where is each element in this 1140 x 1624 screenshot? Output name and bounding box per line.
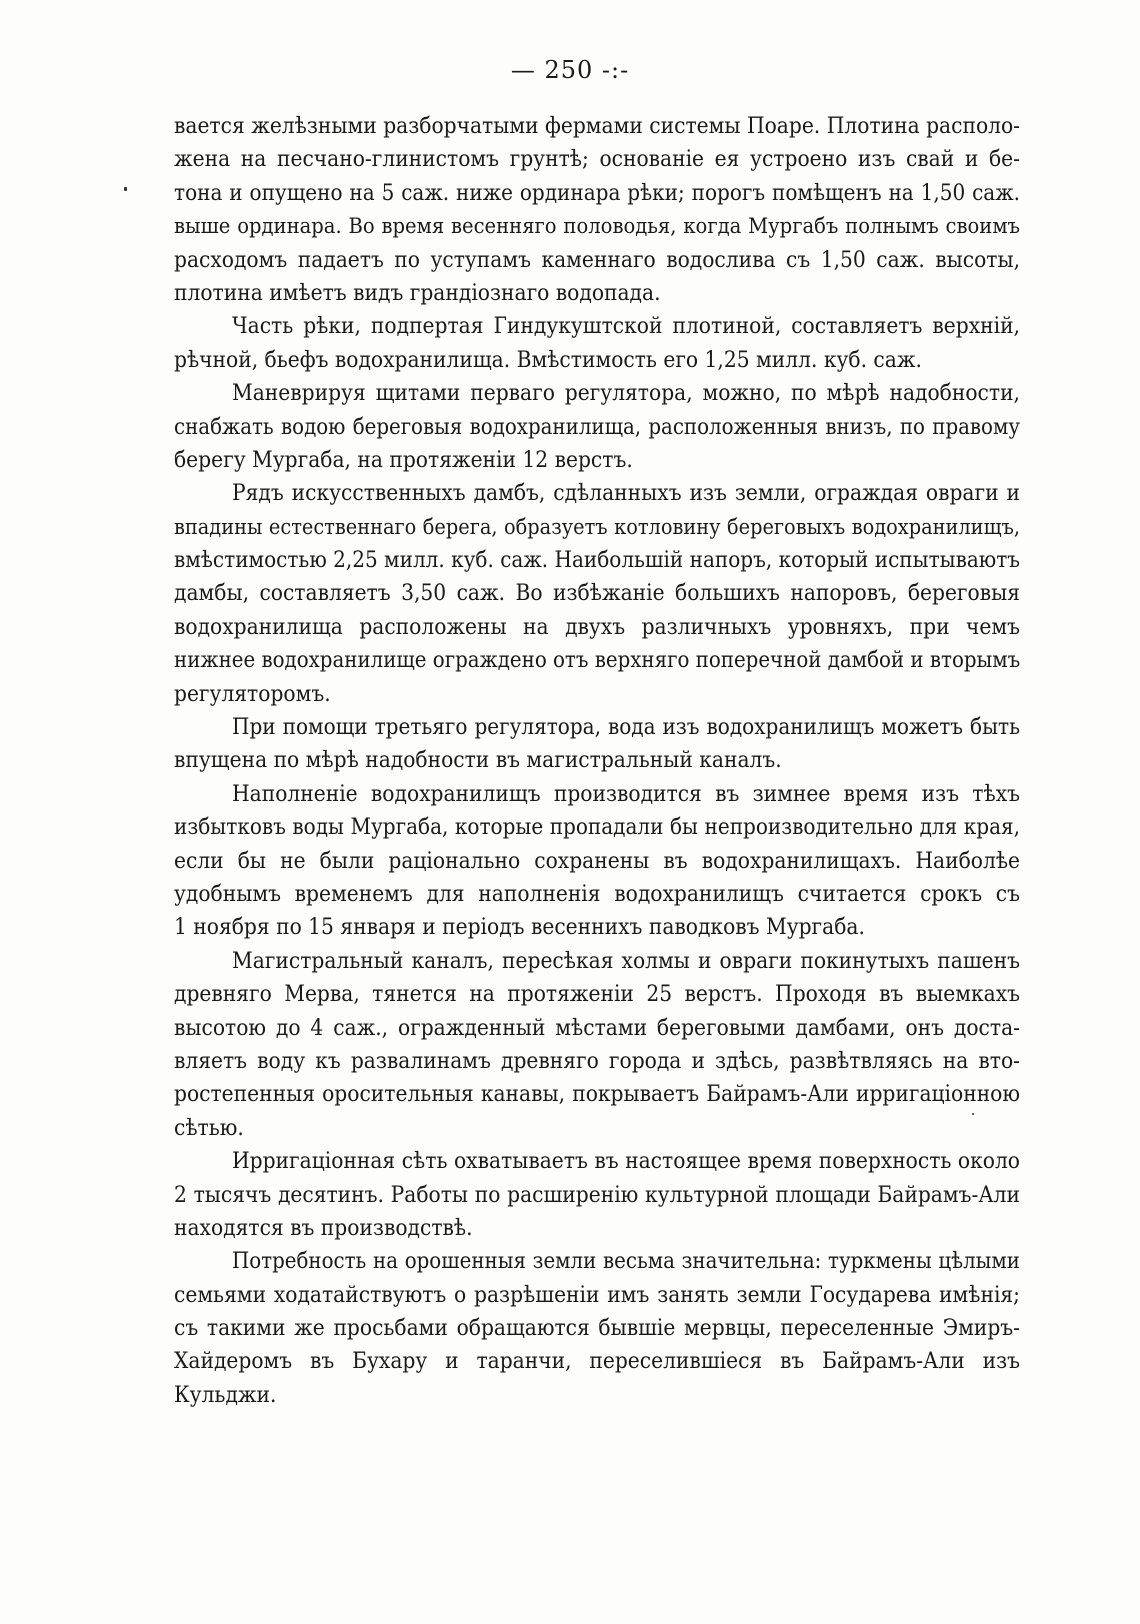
text-line: Ирригаціонная сѣть охватываетъ въ настоящее время поверхность около <box>232 1148 1020 1175</box>
text-line: жена на песчано-глинистомъ грунтѣ; основаніе ея устроено изъ свай и бе- <box>174 146 1020 173</box>
text-line: сѣтью. <box>174 1114 244 1141</box>
text-line: удобнымъ временемъ для наполненія водохранилищъ считается срокъ съ <box>174 880 1020 907</box>
text-line: водохранилища расположены на двухъ различныхъ уровняхъ, при чемъ <box>174 613 1020 640</box>
text-line: Наполненіе водохранилищъ производится въ зимнее время изъ тѣхъ <box>232 780 1020 807</box>
text-line: 1 ноября по 15 января и періодъ весеннихъ паводковъ Мургаба. <box>174 914 865 941</box>
text-line: высотою до 4 саж., огражденный мѣстами береговыми дамбами, онъ доста- <box>174 1014 1020 1041</box>
text-line: нижнее водохранилище ограждено отъ верхняго поперечной дамбой и вторымъ <box>174 648 1020 674</box>
text-line: вается желѣзными разборчатыми фермами системы Поаре. Плотина располо- <box>174 113 1020 139</box>
text-line: плотина имѣетъ видъ грандіознаго водопада. <box>174 279 661 306</box>
text-line: если бы не были раціонально сохранены въ водохранилищахъ. Наиболѣе <box>174 847 1020 874</box>
page-number: — 250 -:- <box>510 56 630 84</box>
text-line: избытковъ воды Мургаба, которые пропадали бы непроизводительно для края, <box>174 814 1020 841</box>
text-line: 2 тысячъ десятинъ. Работы по расширенію культурной площади Байрамъ-Али <box>174 1181 1020 1208</box>
text-line: вмѣстимостью 2,25 милл. куб. саж. Наибольшій напоръ, который испытываютъ <box>174 547 1020 574</box>
text-line: Потребность на орошенныя земли весьма значительна: туркмены цѣлыми <box>232 1249 1020 1275</box>
text-line: съ такими же просьбами обращаются бывшіе мервцы, переселенные Эмиръ- <box>174 1315 1020 1342</box>
text-line: дамбы, составляетъ 3,50 саж. Во избѣжаніе большихъ напоровъ, береговыя <box>174 580 1020 607</box>
text-line: выше ординара. Во время весенняго половодья, когда Мургабъ полнымъ своимъ <box>174 214 1020 240</box>
text-line: Кульджи. <box>174 1381 277 1408</box>
text-line: рѣчной, бьефъ водохранилища. Вмѣстимость его 1,25 милл. куб. саж. <box>174 346 922 373</box>
text-line: находятся въ производствѣ. <box>174 1214 473 1241</box>
ink-speck <box>124 187 127 191</box>
text-line: Хайдеромъ въ Бухару и таранчи, переселившіеся въ Байрамъ-Али изъ <box>174 1348 1020 1375</box>
text-line: Маневрируя щитами перваго регулятора, можно, по мѣрѣ надобности, <box>232 380 1020 407</box>
text-line: вляетъ воду къ развалинамъ древняго города и здѣсь, развѣтвляясь на вто- <box>174 1047 1020 1074</box>
ink-speck <box>972 1113 974 1115</box>
text-line: ростепенныя оросительныя канавы, покрываетъ Байрамъ-Али ирригаціонною <box>174 1081 1020 1108</box>
text-line: При помощи третьяго регулятора, вода изъ водохранилищъ можетъ быть <box>232 714 1020 741</box>
text-line: Рядъ искусственныхъ дамбъ, сдѣланныхъ изъ земли, ограждая овраги и <box>232 480 1020 507</box>
text-line: расходомъ падаетъ по уступамъ каменнаго водослива съ 1,50 саж. высоты, <box>174 246 1020 273</box>
body-text <box>174 110 1020 1412</box>
text-line: древняго Мерва, тянется на протяженіи 25 верстъ. Проходя въ выемкахъ <box>174 981 1020 1008</box>
text-line: регуляторомъ. <box>174 680 331 707</box>
text-line: тона и опущено на 5 саж. ниже ординара рѣки; порогъ помѣщенъ на 1,50 саж. <box>174 179 1020 206</box>
text-line: берегу Мургаба, на протяженіи 12 верстъ. <box>174 446 633 473</box>
text-line: впадины естественнаго берега, образуетъ котловину береговыхъ водохранилищъ, <box>174 514 1020 540</box>
text-line: впущена по мѣрѣ надобности въ магистральный каналъ. <box>174 747 782 774</box>
text-line: снабжать водою береговыя водохранилища, расположенныя внизъ, по правому <box>174 414 1020 440</box>
text-line: Магистральный каналъ, пересѣкая холмы и овраги покинутыхъ пашенъ <box>232 947 1020 974</box>
text-line: семьями ходатайствуютъ о разрѣшеніи имъ занять земли Государева имѣнія; <box>174 1281 1020 1308</box>
text-line: Часть рѣки, подпертая Гиндукуштской плотиной, составляетъ верхній, <box>232 313 1020 340</box>
